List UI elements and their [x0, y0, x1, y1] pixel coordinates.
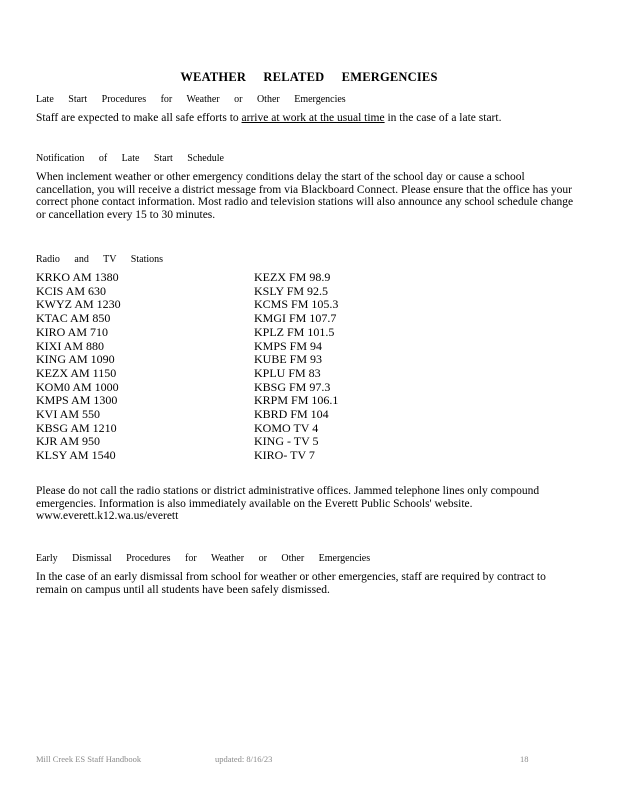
station-item: KIRO- TV 7: [254, 448, 315, 463]
station-item: KCIS AM 630: [36, 283, 107, 298]
station-item: KTAC AM 850: [36, 311, 111, 326]
station-item: KING - TV 5: [254, 434, 319, 449]
station-item: KBRD FM 104: [254, 407, 329, 422]
station-item: KBSG AM 1210: [36, 420, 117, 435]
station-item: KMGI FM 107.7: [254, 311, 337, 326]
station-item: KUBE FM 93: [254, 352, 323, 367]
station-item: KOMO TV 4: [254, 420, 319, 435]
station-item: KRPM FM 106.1: [254, 393, 339, 408]
footer-page-number: 18: [520, 754, 529, 764]
station-item: KPLU FM 83: [254, 365, 321, 380]
late-start-heading: Late Start Procedures for Weather or Other Emergencies: [36, 94, 346, 105]
late-start-text: [36, 112, 576, 125]
station-item: KSLY FM 92.5: [254, 283, 329, 298]
station-item: KPLZ FM 101.5: [254, 324, 335, 339]
station-item: KVI AM 550: [36, 407, 101, 422]
do-not-call-text: Please do not call the radio stations or district administrative offices. Jammed telephone lines only compound emergencies. Information is also immediately available on the Everett Public Schools' website. www.everett.k12.wa.us/everett: [36, 485, 540, 522]
station-item: KRKO AM 1380: [36, 270, 119, 284]
early-dismissal-text: In the case of an early dismissal from school for weather or other emergencies, staff are required by contract to remain on campus until all students have been safely dismissed.: [36, 571, 546, 596]
station-item: KJR AM 950: [36, 434, 101, 449]
footer-handbook: Mill Creek ES Staff Handbook: [36, 754, 142, 764]
notification-text: When inclement weather or other emergency conditions delay the start of the school day or cause a school cancellation, you will receive a district message from via Blackboard Connect. Please ensure that the office has your correct phone contact information. Most radio and television stations will also announce any school schedule change or cancellation every 15 to 30 minutes.: [36, 171, 574, 221]
station-item: KEZX FM 98.9: [254, 270, 331, 284]
footer-updated: updated: 8/16/23: [215, 754, 273, 764]
station-list-right: [254, 271, 338, 463]
station-list-left: [36, 271, 121, 463]
station-item: KBSG FM 97.3: [254, 379, 331, 394]
station-item: KMPS AM 1300: [36, 393, 118, 408]
station-item: KIXI AM 880: [36, 338, 104, 353]
early-dismissal-heading: Early Dismissal Procedures for Weather or Other Emergencies: [36, 553, 371, 564]
station-item: KLSY AM 1540: [36, 448, 116, 463]
station-item: KCMS FM 105.3: [254, 297, 339, 312]
station-item: KING AM 1090: [36, 352, 115, 367]
page-title: WEATHER RELATED EMERGENCIES: [180, 70, 438, 84]
stations-heading: Radio and TV Stations: [36, 254, 164, 265]
notification-heading: Notification of Late Start Schedule: [36, 153, 224, 164]
late-start-text-before: Staff are expected to make all safe efforts to: [36, 112, 242, 124]
late-start-underlined: arrive at work at the usual time: [241, 112, 385, 124]
station-item: KOM0 AM 1000: [36, 379, 119, 394]
station-item: KEZX AM 1150: [36, 365, 117, 380]
station-item: KMPS FM 94: [254, 338, 323, 353]
station-item: KIRO AM 710: [36, 324, 109, 339]
late-start-text-after: in the case of a late start.: [384, 112, 502, 124]
station-item: KWYZ AM 1230: [36, 297, 121, 312]
